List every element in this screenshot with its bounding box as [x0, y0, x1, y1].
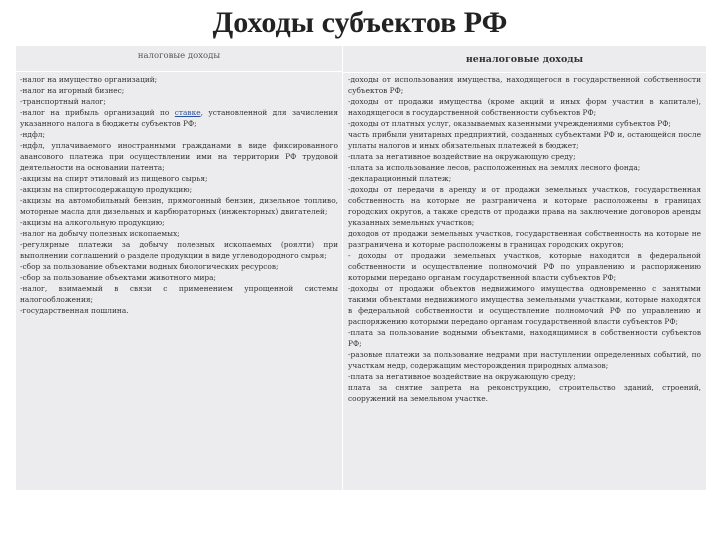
list-item: -декларационный платеж; [348, 174, 452, 183]
list-item: -плата за негативное воздействие на окружающую среду; [348, 152, 576, 161]
list-item: плата за снятие запрета на реконструкцию, строительство зданий, строений, сооружений на земельном участке. [348, 383, 701, 403]
column-divider [342, 46, 343, 490]
list-item: -доходы от использования имущества, находящегося в государственной собственности субъектов РФ; [348, 75, 701, 95]
list-item: -акцизы на спиртосодержащую продукцию; [20, 185, 193, 194]
list-item: -плата за негативное воздействие на окружающую среду; [348, 372, 576, 381]
list-item: -сбор за пользование объектами животного мира; [20, 273, 217, 282]
list-item [20, 107, 338, 129]
list-item: -акцизы на автомобильный бензин, прямогонный бензин, дизельное топливо, моторные масла для дизельных и карбюраторных (инжекторных) двигателей; [20, 196, 338, 216]
revenue-table [16, 46, 706, 490]
list-item: -доходы от платных услуг, оказываемых казенными учреждениями субъектов РФ; [348, 119, 671, 128]
tax-revenue-list [20, 74, 338, 316]
list-item: -акцизы на алкогольную продукцию; [20, 218, 165, 227]
list-item: -ндфл; [20, 130, 45, 139]
rate-link[interactable]: ставке [174, 108, 201, 117]
non-tax-revenue-header: неналоговые доходы [343, 46, 706, 73]
list-item: -налог на игорный бизнес; [20, 86, 125, 95]
non-tax-revenue-list [348, 74, 701, 404]
page-title: Доходы субъектов РФ [212, 6, 508, 39]
list-item: - доходы от продажи земельных участков, которые находятся в федеральной собственности и осуществление полномочий РФ по управлению и распоряжению которыми передано органам государственной власти субъектов РФ; [348, 251, 701, 282]
list-item-text: -налог на прибыль организаций по [20, 108, 175, 117]
list-item: -налог, взимаемый в связи с применением упрощенной системы налогообложения; [20, 284, 338, 304]
list-item-text: , установленной для зачисления указанного налога в бюджеты субъектов РФ; [20, 108, 338, 128]
tax-revenue-header: налоговые доходы [16, 46, 342, 72]
list-item: -ндфл, уплачиваемого иностранными гражданами в виде фиксированного авансового платежа при осуществлении ими на территории РФ трудовой деятельности на основании патента; [20, 141, 338, 172]
list-item: -акцизы на спирт этиловый из пищевого сырья; [20, 174, 208, 183]
list-item: -доходы от передачи в аренду и от продажи земельных участков, государственная собственность на которые не разграничена и которые расположены в границах городских округов, а также средств от продажи права на заключение договоров аренды указанных земельных участков; [348, 185, 701, 227]
list-item: -доходы от продажи объектов недвижимого имущества одновременно с занятыми такими объектами недвижимого имущества земельными участками, которые находятся в федеральной собственности и осуществление полномочий РФ по управлению и распоряжению которыми передано органам государственной власти субъектов РФ; [348, 284, 701, 326]
list-item: -разовые платежи за пользование недрами при наступлении определенных событий, по участкам недр, содержащим месторождения природных алмазов; [348, 350, 701, 370]
list-item: -транспортный налог; [20, 97, 106, 106]
list-item: -регулярные платежи за добычу полезных ископаемых (роялти) при выполнении соглашений о разделе продукции в виде углеводородного сырья; [20, 240, 338, 260]
list-item: -сбор за пользование объектами водных биологических ресурсов; [20, 262, 279, 271]
list-item: -плата за пользование водными объектами, находящимися в собственности субъектов РФ; [348, 328, 701, 348]
list-item: -налог на имущество организаций; [20, 75, 158, 84]
list-item: -налог на добычу полезных ископаемых; [20, 229, 180, 238]
list-item: часть прибыли унитарных предприятий, созданных субъектами РФ и, остающейся после уплаты налогов и иных обязательных платежей в бюджет; [348, 130, 701, 150]
list-item: -государственная пошлина. [20, 306, 129, 315]
list-item: доходов от продажи земельных участков, государственная собственность на которые не разграничена и которые расположены в границах городских округов; [348, 229, 701, 249]
list-item: -плата за использование лесов, расположенных на землях лесного фонда; [348, 163, 641, 172]
list-item: -доходы от продажи имущества (кроме акций и иных форм участия в капитале), находящегося в государственной собственности субъектов РФ; [348, 97, 701, 117]
